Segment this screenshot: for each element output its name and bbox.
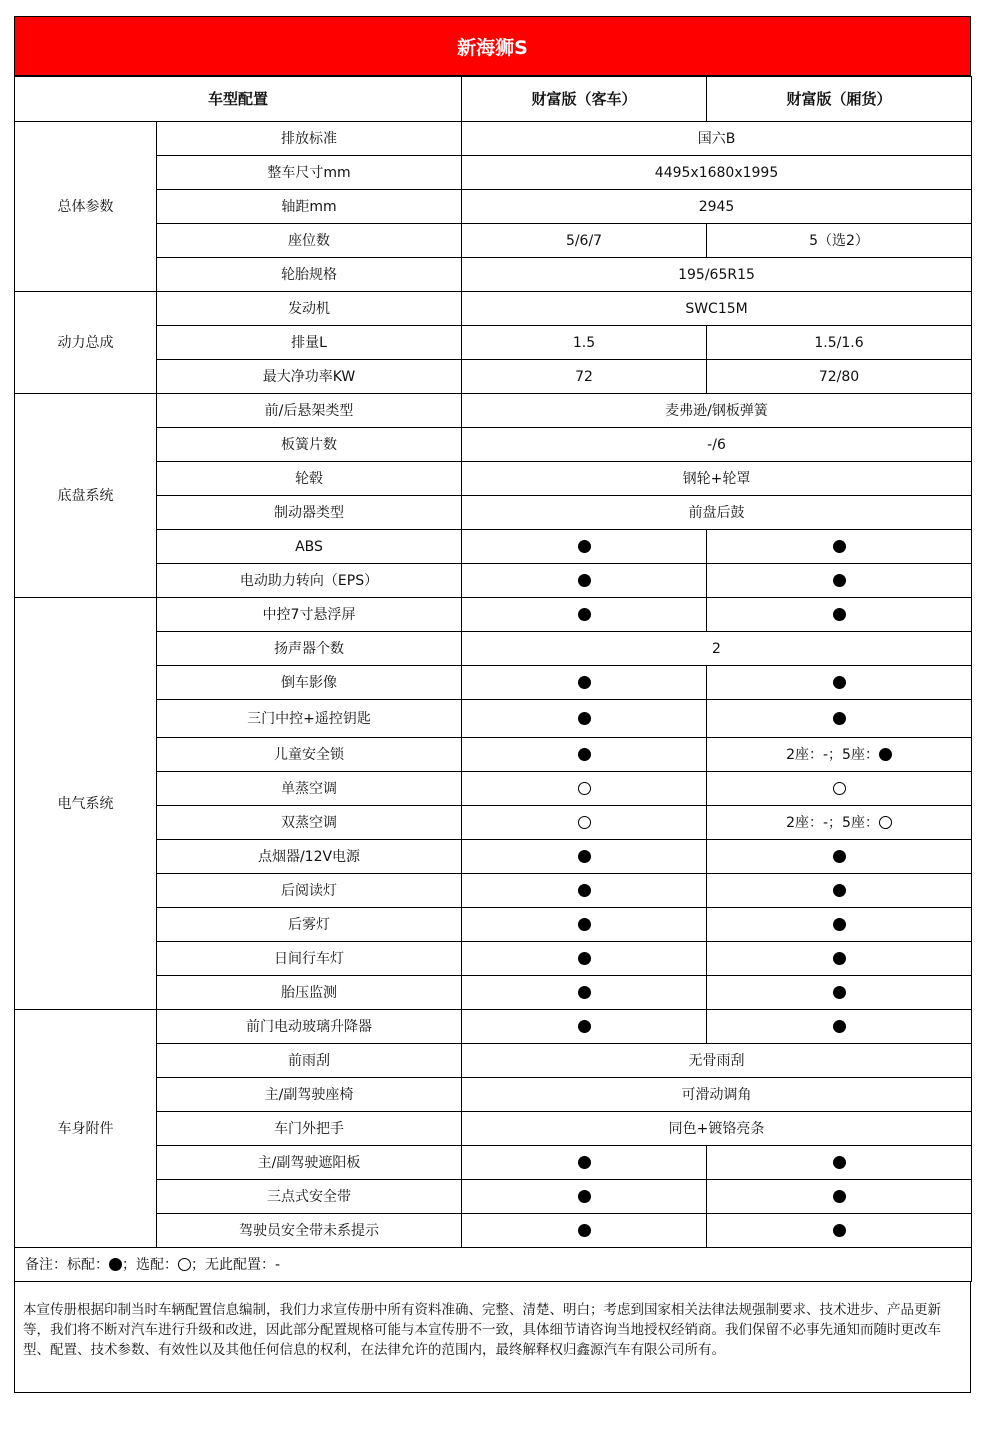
row-label: 轮胎规格 — [157, 258, 462, 292]
group-power: 动力总成 — [15, 292, 157, 394]
row-value-col1 — [462, 976, 707, 1010]
row-value-col1 — [462, 530, 707, 564]
table-row — [15, 738, 972, 772]
row-value: 前盘后鼓 — [462, 496, 972, 530]
spec-sheet — [14, 16, 971, 1393]
row-label: 电动助力转向（EPS） — [157, 564, 462, 598]
row-value: 麦弗逊/钢板弹簧 — [462, 394, 972, 428]
table-row — [15, 462, 972, 496]
filled-circle-icon — [578, 918, 591, 931]
table-row — [15, 326, 972, 360]
row-value-col2 — [707, 738, 972, 772]
row-label: 胎压监测 — [157, 976, 462, 1010]
row-value-col1: 72 — [462, 360, 707, 394]
hollow-circle-icon — [578, 816, 591, 829]
note-optional: ；选配： — [122, 1256, 178, 1273]
table-row — [15, 292, 972, 326]
row-label: 整车尺寸mm — [157, 156, 462, 190]
header-col2: 财富版（厢货） — [707, 77, 972, 122]
row-value-col2: 72/80 — [707, 360, 972, 394]
row-label: 后雾灯 — [157, 908, 462, 942]
row-value-col2 — [707, 1214, 972, 1248]
row-value-col2 — [707, 874, 972, 908]
group-chassis: 底盘系统 — [15, 394, 157, 598]
table-row — [15, 496, 972, 530]
row-label: 驾驶员安全带未系提示 — [157, 1214, 462, 1248]
row-value-col1 — [462, 1214, 707, 1248]
row-value-col1 — [462, 806, 707, 840]
table-row — [15, 122, 972, 156]
table-row — [15, 360, 972, 394]
table-row — [15, 530, 972, 564]
row-value-col1 — [462, 942, 707, 976]
row-label: 排放标准 — [157, 122, 462, 156]
table-row — [15, 840, 972, 874]
table-row — [15, 976, 972, 1010]
filled-circle-icon — [833, 1156, 846, 1169]
table-row — [15, 1112, 972, 1146]
filled-circle-icon — [833, 986, 846, 999]
hollow-circle-icon — [578, 782, 591, 795]
header-row — [15, 77, 972, 122]
hollow-circle-icon — [879, 816, 892, 829]
row-label: 倒车影像 — [157, 666, 462, 700]
row-label: 前雨刮 — [157, 1044, 462, 1078]
table-row — [15, 772, 972, 806]
filled-circle-icon — [578, 884, 591, 897]
table-row — [15, 908, 972, 942]
table-row — [15, 874, 972, 908]
row-label: 儿童安全锁 — [157, 738, 462, 772]
row-value-col2 — [707, 908, 972, 942]
row-value-col2 — [707, 942, 972, 976]
filled-circle-icon — [578, 986, 591, 999]
filled-circle-icon — [833, 952, 846, 965]
row-value-col1 — [462, 564, 707, 598]
row-value-col2 — [707, 1010, 972, 1044]
row-value: 钢轮+轮罩 — [462, 462, 972, 496]
legend-note — [15, 1248, 972, 1282]
table-row — [15, 942, 972, 976]
disclaimer-text: 本宣传册根据印制当时车辆配置信息编制，我们力求宣传册中所有资料准确、完整、清楚、明白；考虑到国家相关法律法规强制要求、技术进步、产品更新等，我们将不断对汽车进行升级和改进，因此部分配置规格可能与本宣传册不一致，具体细节请咨询当地授权经销商。我们保留不必事先通知而随时更改车型、配置、技术参数、有效性以及其他任何信息的权利，在法律允许的范围内，最终解释权归鑫源汽车有限公司所有。 — [23, 1302, 941, 1358]
row-value: 国六B — [462, 122, 972, 156]
filled-circle-icon — [833, 1190, 846, 1203]
row-value: 可滑动调角 — [462, 1078, 972, 1112]
row-label: 三门中控+遥控钥匙 — [157, 700, 462, 738]
filled-circle-icon — [833, 1224, 846, 1237]
seat-note: 2座：-；5座： — [786, 814, 879, 831]
row-value-col2 — [707, 530, 972, 564]
filled-circle-icon — [578, 712, 591, 725]
row-label: 后阅读灯 — [157, 874, 462, 908]
row-label: 日间行车灯 — [157, 942, 462, 976]
filled-circle-icon — [879, 748, 892, 761]
row-label: ABS — [157, 530, 462, 564]
filled-circle-icon — [833, 574, 846, 587]
note-prefix: 备注：标配： — [25, 1256, 109, 1273]
filled-circle-icon — [833, 712, 846, 725]
table-row — [15, 564, 972, 598]
header-config: 车型配置 — [15, 77, 462, 122]
disclaimer — [14, 1282, 971, 1393]
table-row — [15, 224, 972, 258]
row-value: 4495x1680x1995 — [462, 156, 972, 190]
row-value-col2 — [707, 1146, 972, 1180]
table-row — [15, 806, 972, 840]
row-label: 中控7寸悬浮屏 — [157, 598, 462, 632]
row-label: 座位数 — [157, 224, 462, 258]
row-label: 前门电动玻璃升降器 — [157, 1010, 462, 1044]
row-label: 轴距mm — [157, 190, 462, 224]
filled-circle-icon — [109, 1258, 122, 1271]
filled-circle-icon — [833, 884, 846, 897]
table-row — [15, 156, 972, 190]
table-row — [15, 1180, 972, 1214]
row-value-col2 — [707, 700, 972, 738]
filled-circle-icon — [833, 850, 846, 863]
row-value-col2 — [707, 806, 972, 840]
filled-circle-icon — [578, 850, 591, 863]
row-value-col2: 5（选2） — [707, 224, 972, 258]
row-value-col1 — [462, 908, 707, 942]
row-value-col2 — [707, 564, 972, 598]
table-row — [15, 700, 972, 738]
row-value-col1 — [462, 666, 707, 700]
row-label: 板簧片数 — [157, 428, 462, 462]
row-label: 单蒸空调 — [157, 772, 462, 806]
table-row — [15, 666, 972, 700]
seat-note: 2座：-；5座： — [786, 746, 879, 763]
row-value: 无骨雨刮 — [462, 1044, 972, 1078]
row-value-col2: 1.5/1.6 — [707, 326, 972, 360]
row-value-col2 — [707, 772, 972, 806]
group-general: 总体参数 — [15, 122, 157, 292]
row-value-col1 — [462, 874, 707, 908]
row-value: 2 — [462, 632, 972, 666]
header-col1: 财富版（客车） — [462, 77, 707, 122]
table-row — [15, 1214, 972, 1248]
row-value-col2 — [707, 1180, 972, 1214]
filled-circle-icon — [578, 1156, 591, 1169]
hollow-circle-icon — [178, 1258, 191, 1271]
row-label: 发动机 — [157, 292, 462, 326]
filled-circle-icon — [578, 608, 591, 621]
table-row — [15, 632, 972, 666]
row-label: 排量L — [157, 326, 462, 360]
row-value-col1: 1.5 — [462, 326, 707, 360]
row-label: 三点式安全带 — [157, 1180, 462, 1214]
table-row — [15, 394, 972, 428]
row-value-col1 — [462, 1180, 707, 1214]
row-value-col2 — [707, 666, 972, 700]
row-value: 195/65R15 — [462, 258, 972, 292]
group-body: 车身附件 — [15, 1010, 157, 1248]
filled-circle-icon — [578, 1020, 591, 1033]
filled-circle-icon — [833, 608, 846, 621]
filled-circle-icon — [578, 952, 591, 965]
note-row — [15, 1248, 972, 1282]
row-label: 轮毂 — [157, 462, 462, 496]
row-value: 同色+镀铬亮条 — [462, 1112, 972, 1146]
row-label: 主/副驾驶遮阳板 — [157, 1146, 462, 1180]
row-label: 制动器类型 — [157, 496, 462, 530]
filled-circle-icon — [578, 540, 591, 553]
note-none: ；无此配置：- — [191, 1256, 281, 1273]
filled-circle-icon — [578, 676, 591, 689]
row-label: 扬声器个数 — [157, 632, 462, 666]
row-value: 2945 — [462, 190, 972, 224]
row-label: 点烟器/12V电源 — [157, 840, 462, 874]
table-row — [15, 190, 972, 224]
row-value-col1 — [462, 1146, 707, 1180]
row-value-col1 — [462, 598, 707, 632]
filled-circle-icon — [833, 676, 846, 689]
row-value-col1 — [462, 700, 707, 738]
row-value: SWC15M — [462, 292, 972, 326]
filled-circle-icon — [578, 574, 591, 587]
row-value-col1: 5/6/7 — [462, 224, 707, 258]
row-value: -/6 — [462, 428, 972, 462]
table-row — [15, 428, 972, 462]
row-value-col1 — [462, 1010, 707, 1044]
hollow-circle-icon — [833, 782, 846, 795]
filled-circle-icon — [578, 1224, 591, 1237]
filled-circle-icon — [578, 1190, 591, 1203]
row-label: 主/副驾驶座椅 — [157, 1078, 462, 1112]
table-row — [15, 598, 972, 632]
row-value-col2 — [707, 976, 972, 1010]
filled-circle-icon — [578, 748, 591, 761]
group-electric: 电气系统 — [15, 598, 157, 1010]
page-title: 新海狮S — [457, 36, 528, 59]
filled-circle-icon — [833, 1020, 846, 1033]
row-label: 最大净功率KW — [157, 360, 462, 394]
table-row — [15, 1078, 972, 1112]
row-value-col1 — [462, 772, 707, 806]
spec-table — [14, 76, 972, 1282]
table-row — [15, 1146, 972, 1180]
row-label: 车门外把手 — [157, 1112, 462, 1146]
title-banner — [14, 16, 971, 76]
table-row — [15, 1010, 972, 1044]
table-row — [15, 258, 972, 292]
filled-circle-icon — [833, 918, 846, 931]
row-value-col1 — [462, 738, 707, 772]
table-row — [15, 1044, 972, 1078]
row-value-col2 — [707, 598, 972, 632]
row-value-col1 — [462, 840, 707, 874]
row-label: 双蒸空调 — [157, 806, 462, 840]
row-label: 前/后悬架类型 — [157, 394, 462, 428]
filled-circle-icon — [833, 540, 846, 553]
row-value-col2 — [707, 840, 972, 874]
